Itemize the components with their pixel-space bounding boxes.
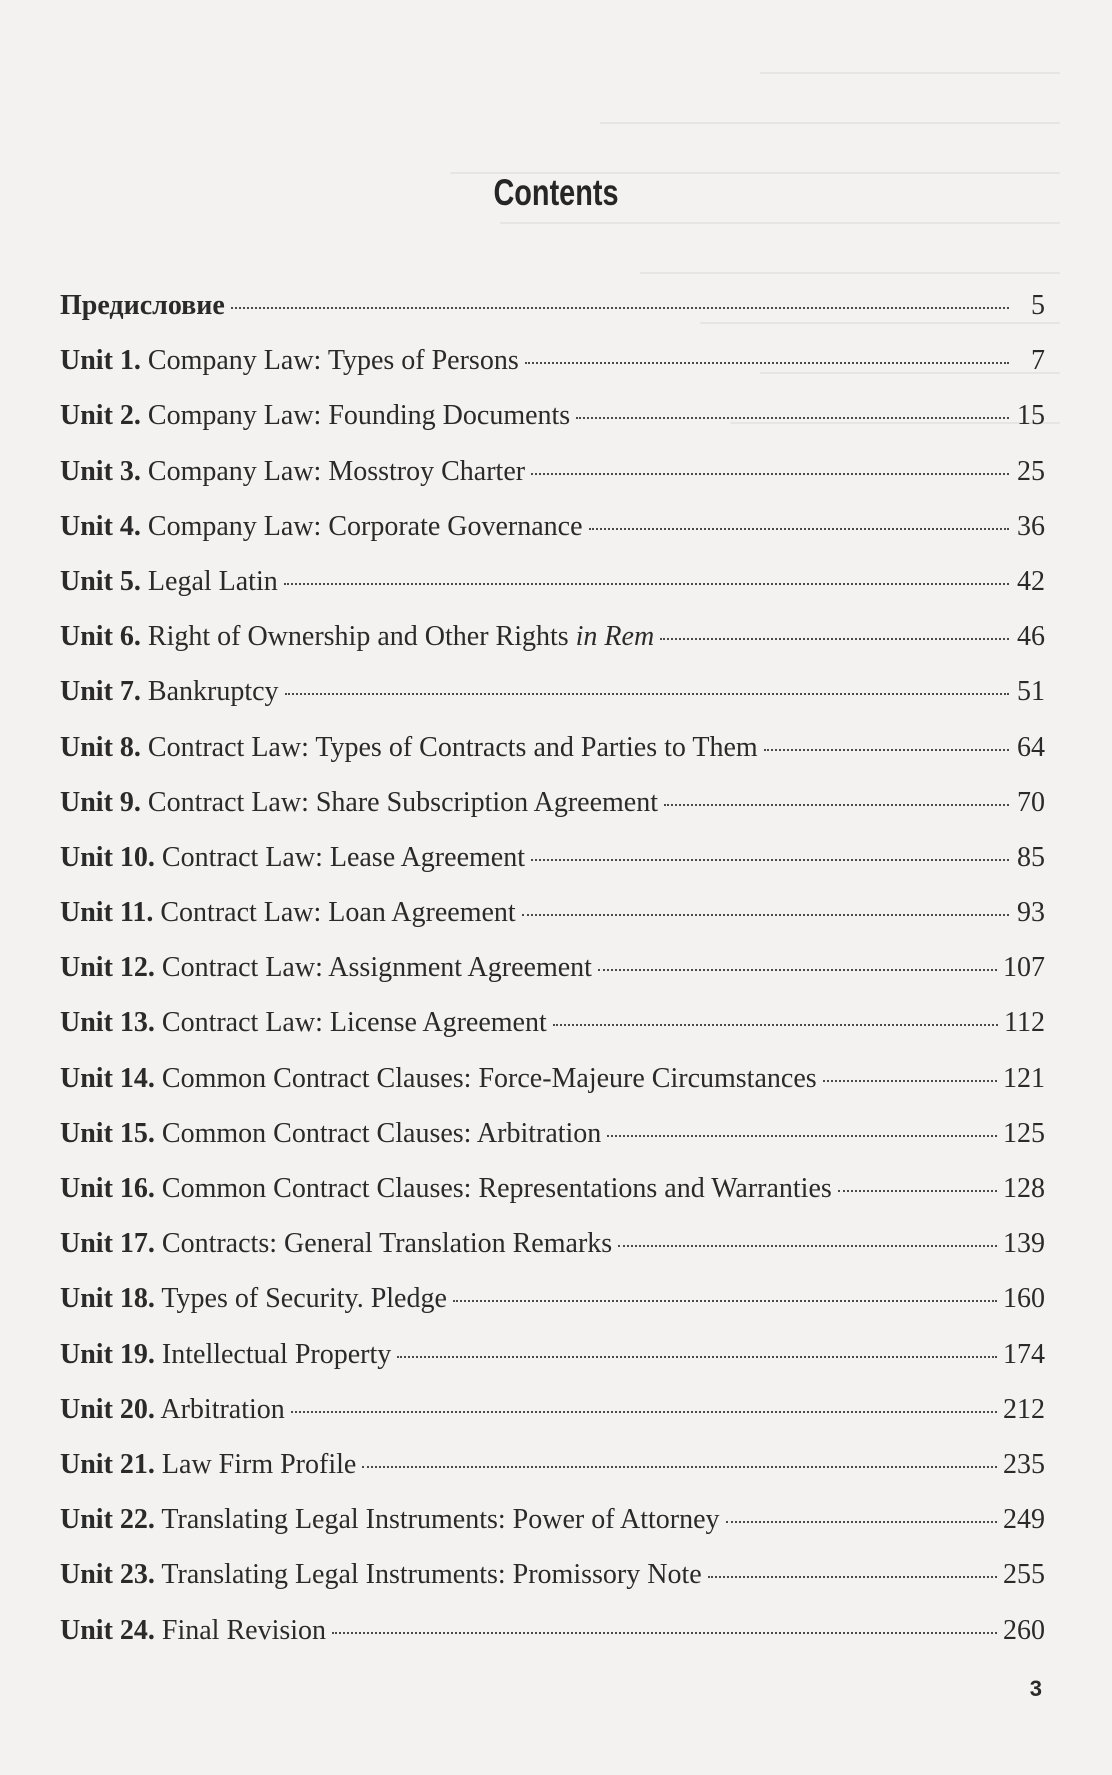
toc-unit-title: Translating Legal Instruments: Promissory Note: [161, 1559, 702, 1591]
toc-unit-number: Unit 14.: [60, 1062, 155, 1094]
toc-entry: [60, 787, 1045, 842]
toc-unit-title: Common Contract Clauses: Force-Majeure Circumstances: [161, 1062, 817, 1094]
toc-page-number: 249: [1003, 1504, 1045, 1536]
toc-unit-number: Unit 8.: [60, 731, 141, 763]
toc-page-number: 25: [1017, 455, 1045, 487]
toc-entry-label: [60, 897, 516, 929]
toc-entry-label: [60, 1007, 547, 1039]
toc-unit-number: Unit 15.: [60, 1117, 155, 1149]
dot-leader: [553, 1024, 998, 1026]
toc-entry: [60, 1449, 1045, 1504]
toc-entry: [60, 1063, 1045, 1118]
toc-unit-number: Unit 20.: [60, 1393, 155, 1425]
toc-entry-label: [60, 456, 525, 488]
dot-leader: [838, 1190, 997, 1192]
toc-entry-label: [60, 290, 225, 322]
toc-unit-number: Unit 24.: [60, 1614, 155, 1646]
toc-unit-title: Contract Law: Loan Agreement: [160, 897, 516, 929]
toc-unit-title: Contract Law: License Agreement: [161, 1007, 547, 1039]
dot-leader: [291, 1411, 997, 1413]
dot-leader: [531, 473, 1009, 475]
toc-page-number: 260: [1003, 1614, 1045, 1646]
dot-leader: [284, 583, 1009, 585]
toc-page-number: 70: [1017, 786, 1045, 818]
toc-page-number: 5: [1031, 290, 1045, 321]
toc-page-number: 64: [1017, 731, 1045, 763]
toc-unit-title: Company Law: Corporate Governance: [147, 510, 583, 542]
toc-unit-number: Unit 1.: [60, 345, 141, 377]
toc-entry-label: [60, 1283, 447, 1315]
dot-leader: [607, 1135, 997, 1137]
toc-page-number: 51: [1017, 676, 1045, 708]
toc-entry: [60, 676, 1045, 731]
toc-unit-number: Unit 10.: [60, 841, 155, 873]
toc-unit-title: Final Revision: [161, 1614, 327, 1646]
toc-entry: [60, 621, 1045, 676]
toc-page-number: 85: [1017, 841, 1045, 873]
toc-unit-number: Unit 7.: [60, 676, 141, 708]
toc-entry-label: [60, 1228, 612, 1260]
dot-leader: [823, 1080, 997, 1082]
toc-entry: [60, 952, 1045, 1007]
toc-entry: [60, 1007, 1045, 1062]
toc-unit-number: Unit 9.: [60, 786, 141, 818]
toc-entry-label: [60, 952, 592, 984]
toc-entry: [60, 1504, 1045, 1559]
toc-unit-number: Unit 18.: [60, 1283, 155, 1315]
toc-unit-number: Unit 17.: [60, 1228, 155, 1260]
toc-entry-label: [60, 1615, 326, 1647]
toc-unit-number: Unit 2.: [60, 400, 141, 432]
toc-page-number: 107: [1003, 952, 1045, 984]
toc-unit-title: Contract Law: Assignment Agreement: [161, 952, 592, 984]
toc-entry: [60, 1173, 1045, 1228]
toc-unit-number: Unit 4.: [60, 510, 141, 542]
dot-leader: [231, 307, 1009, 309]
dot-leader: [726, 1521, 997, 1523]
toc-entry-label: [60, 1559, 702, 1591]
toc-unit-number: Unit 5.: [60, 565, 141, 597]
toc-entry-label: [60, 1504, 720, 1536]
toc-unit-title: Contract Law: Types of Contracts and Parties to Them: [147, 731, 758, 763]
toc-entry: [60, 897, 1045, 952]
toc-page-number: 7: [1031, 345, 1045, 377]
dot-leader: [522, 914, 1009, 916]
dot-leader: [362, 1466, 997, 1468]
toc-entry: [60, 290, 1045, 345]
toc-unit-title: Contract Law: Lease Agreement: [161, 841, 525, 873]
toc-unit-number: Unit 19.: [60, 1338, 155, 1370]
dot-leader: [664, 804, 1009, 806]
dot-leader: [531, 859, 1009, 861]
toc-page-number: 42: [1017, 565, 1045, 597]
toc-unit-title-italic: in Rem: [575, 621, 655, 653]
toc-unit-title: Legal Latin: [147, 565, 278, 597]
toc-entry-label: [60, 345, 519, 377]
toc-entry-label: [60, 842, 525, 874]
toc-unit-title: Contracts: General Translation Remarks: [161, 1228, 613, 1260]
toc-entry: [60, 345, 1045, 400]
toc-page-number: 139: [1003, 1228, 1045, 1260]
toc-unit-title: Common Contract Clauses: Arbitration: [161, 1117, 602, 1149]
toc-entry: [60, 1339, 1045, 1394]
toc-page-number: 255: [1003, 1559, 1045, 1591]
toc-entry: [60, 842, 1045, 897]
toc-unit-number: Unit 13.: [60, 1007, 155, 1039]
toc-page-number: 160: [1003, 1283, 1045, 1315]
toc-entry: [60, 566, 1045, 621]
toc-unit-number: Unit 12.: [60, 952, 155, 984]
dot-leader: [285, 693, 1009, 695]
dot-leader: [598, 969, 997, 971]
toc-unit-number: Unit 22.: [60, 1504, 155, 1536]
toc-unit-title: Types of Security. Pledge: [161, 1283, 447, 1315]
toc-entry-label: [60, 566, 278, 598]
toc-unit-number: Предисловие: [60, 290, 225, 321]
toc-entry: [60, 732, 1045, 787]
toc-page-number: 112: [1004, 1007, 1045, 1039]
dot-leader: [397, 1356, 997, 1358]
toc-page-number: 174: [1003, 1338, 1045, 1370]
toc-unit-number: Unit 3.: [60, 455, 141, 487]
toc-unit-title: Arbitration: [160, 1393, 285, 1425]
toc-page-number: 93: [1017, 897, 1045, 929]
toc-unit-number: Unit 6.: [60, 621, 141, 653]
toc-entry-label: [60, 400, 570, 432]
toc-unit-title: Bankruptcy: [147, 676, 279, 708]
toc-entry: [60, 456, 1045, 511]
toc-unit-number: Unit 23.: [60, 1559, 155, 1591]
dot-leader: [618, 1245, 997, 1247]
dot-leader: [453, 1300, 997, 1302]
toc-entry-label: [60, 621, 654, 653]
toc-entry: [60, 1283, 1045, 1338]
dot-leader: [708, 1576, 997, 1578]
toc-page-number: 125: [1003, 1117, 1045, 1149]
dot-leader: [764, 749, 1009, 751]
toc-entry: [60, 1394, 1045, 1449]
toc-entry-label: [60, 1339, 391, 1371]
toc-entry-label: [60, 1449, 356, 1481]
toc-unit-number: Unit 11.: [60, 897, 154, 929]
toc-unit-title: Common Contract Clauses: Representations and Warranties: [161, 1173, 832, 1204]
toc-unit-title: Translating Legal Instruments: Power of Attorney: [161, 1504, 720, 1536]
toc-entry: [60, 1228, 1045, 1283]
toc-page-number: 121: [1003, 1062, 1045, 1094]
toc-entry: [60, 511, 1045, 566]
toc-entry-label: [60, 787, 658, 819]
toc-page-number: 46: [1017, 621, 1045, 653]
toc-entry-label: [60, 1063, 817, 1095]
toc-entry-label: [60, 1394, 285, 1426]
toc-unit-title: Company Law: Types of Persons: [147, 345, 519, 377]
toc-page-number: 36: [1017, 510, 1045, 542]
dot-leader: [576, 417, 1009, 419]
toc-entry-label: [60, 676, 279, 708]
toc-unit-title: Contract Law: Share Subscription Agreement: [147, 786, 659, 818]
dot-leader: [525, 362, 1009, 364]
toc-unit-number: Unit 21.: [60, 1448, 155, 1480]
dot-leader: [589, 528, 1009, 530]
toc-entry: [60, 1615, 1045, 1670]
contents-heading: Contents: [493, 172, 619, 213]
page-number: 3: [1029, 1676, 1042, 1701]
toc-entry-label: [60, 511, 583, 543]
toc-entry: [60, 1559, 1045, 1614]
table-of-contents: [60, 290, 1045, 1670]
toc-unit-number: Unit 16.: [60, 1173, 155, 1204]
toc-unit-title: Company Law: Founding Documents: [147, 400, 571, 432]
toc-unit-title: Intellectual Property: [161, 1338, 392, 1370]
toc-entry: [60, 1118, 1045, 1173]
toc-page-number: 235: [1003, 1448, 1045, 1480]
toc-entry-label: [60, 1173, 832, 1205]
toc-entry-label: [60, 1118, 601, 1150]
toc-page-number: 128: [1003, 1173, 1045, 1204]
toc-page-number: 212: [1003, 1393, 1045, 1425]
toc-entry: [60, 400, 1045, 455]
dot-leader: [332, 1632, 997, 1634]
toc-unit-title: Company Law: Mosstroy Charter: [147, 455, 526, 487]
toc-unit-title: Law Firm Profile: [161, 1448, 357, 1480]
toc-unit-title: Right of Ownership and Other Rights: [147, 621, 576, 653]
toc-page-number: 15: [1017, 400, 1045, 432]
toc-entry-label: [60, 732, 758, 764]
dot-leader: [660, 638, 1009, 640]
